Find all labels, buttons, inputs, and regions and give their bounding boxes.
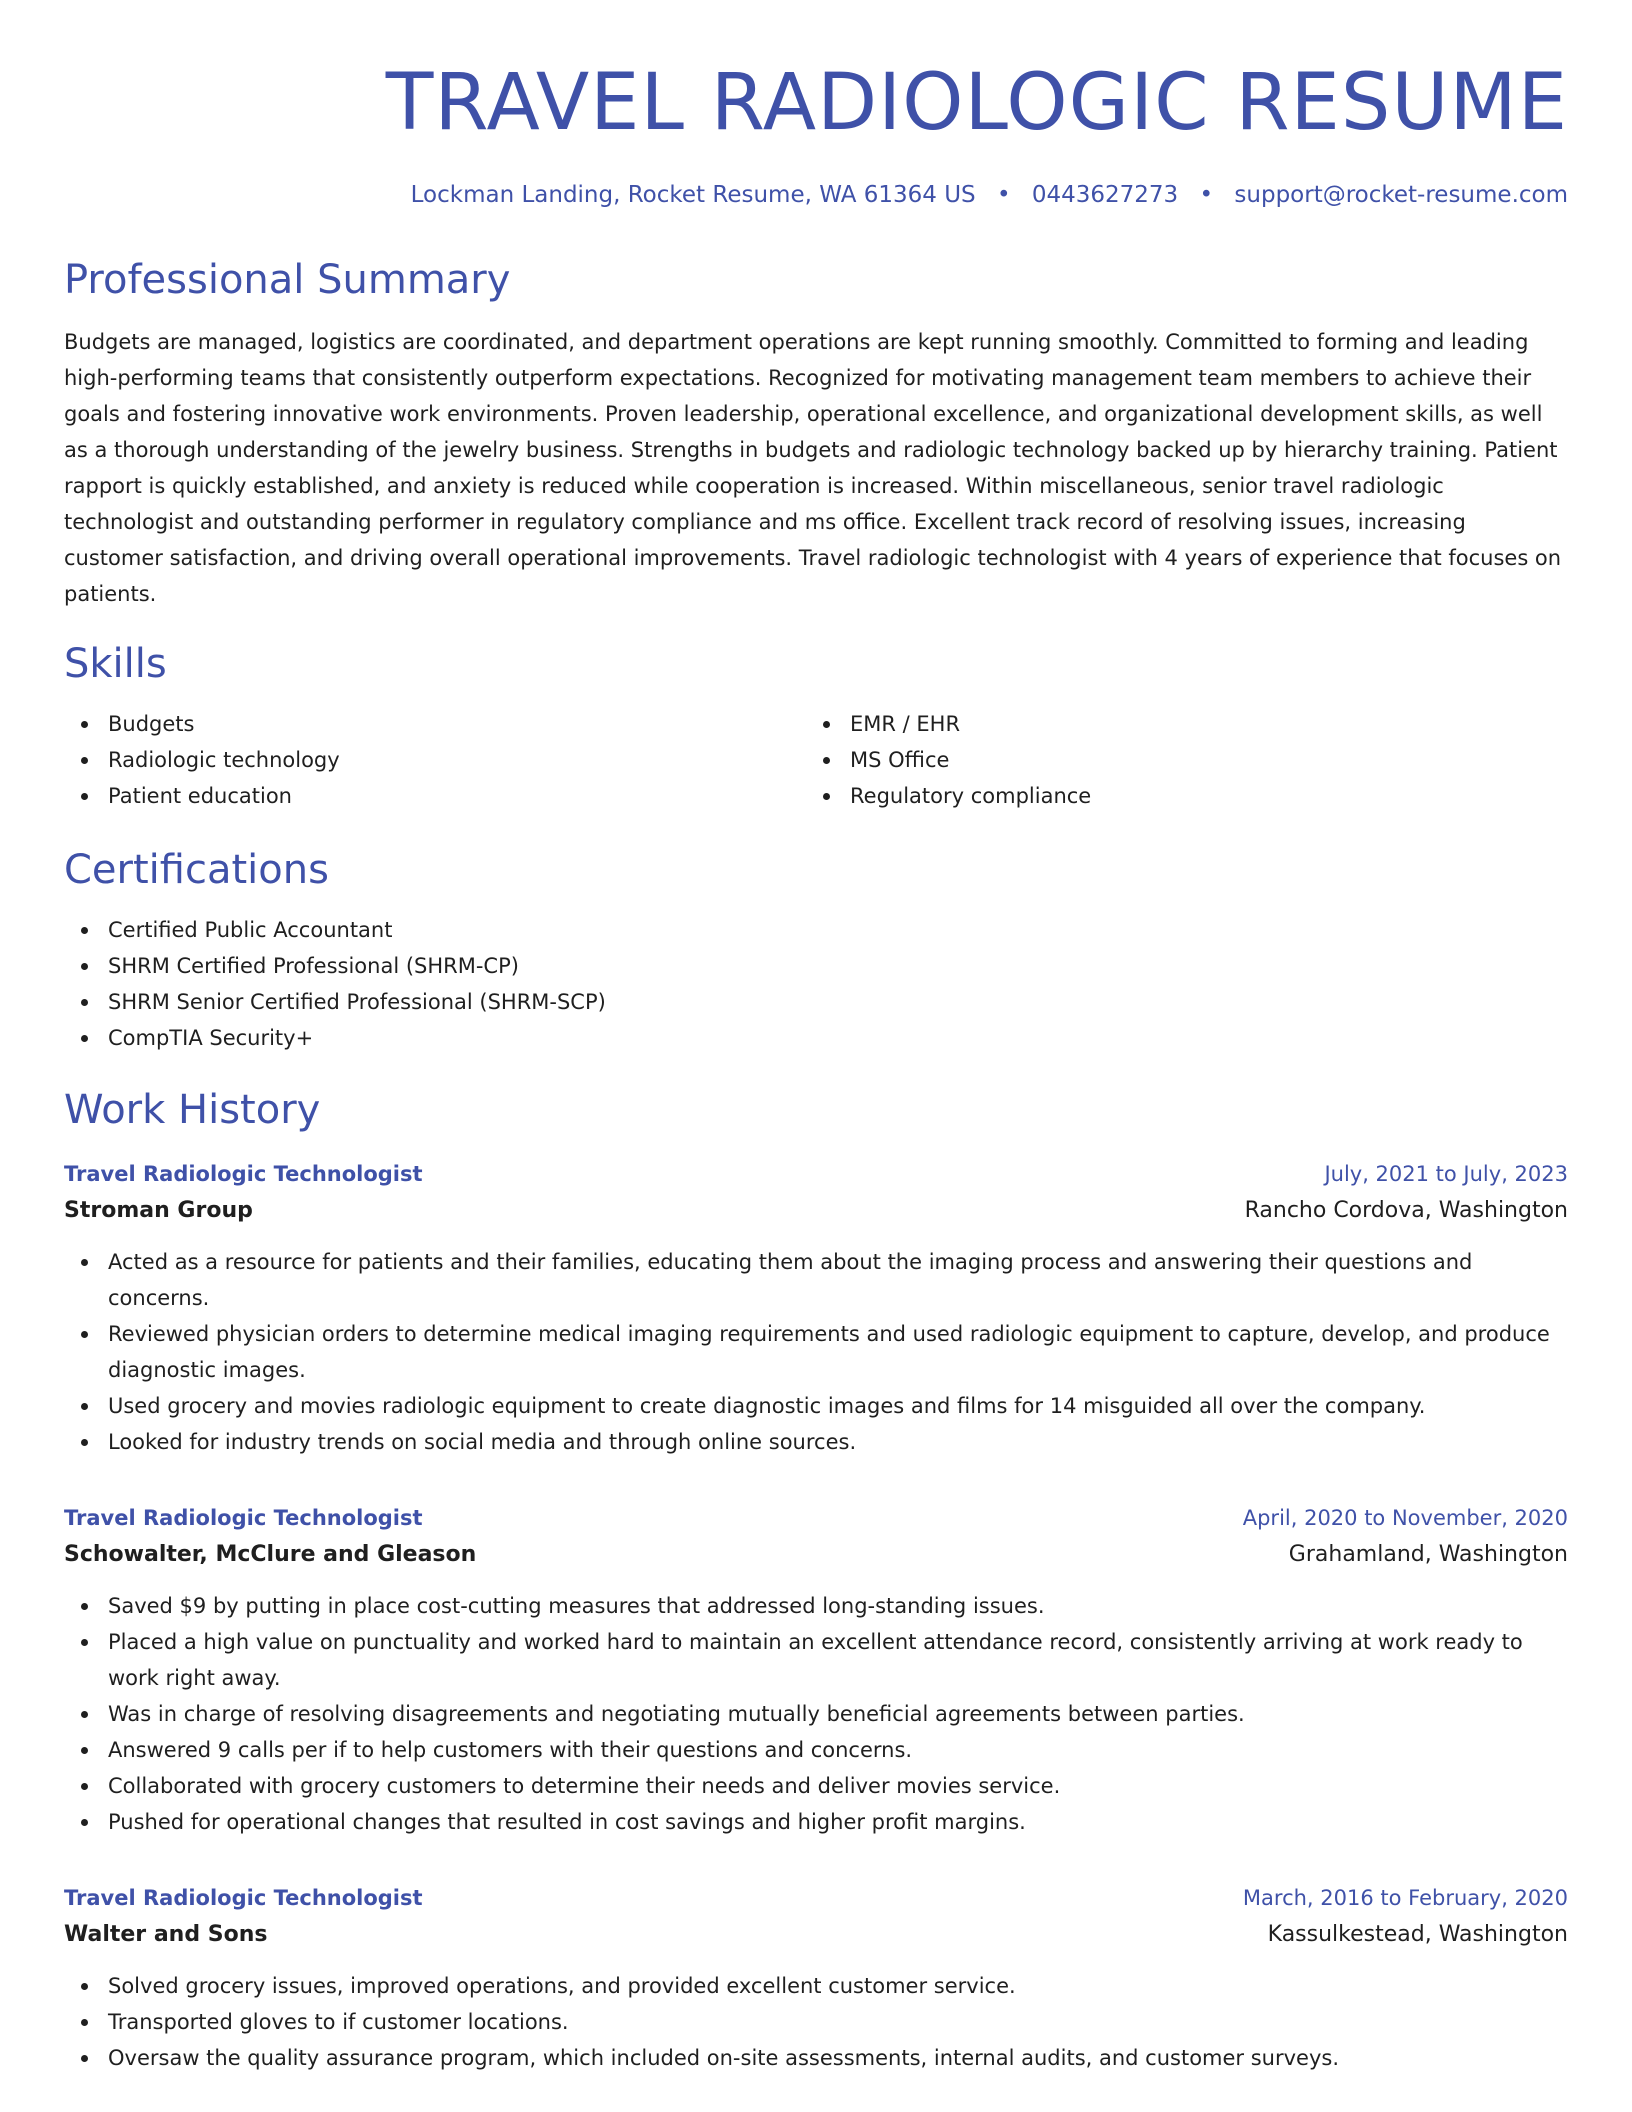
skills-grid bbox=[64, 706, 1568, 814]
job-duty: Saved $9 by putting in place cost-cutting measures that addressed long-standing issues. bbox=[64, 1588, 1568, 1624]
contact-address: Lockman Landing, Rocket Resume, WA 61364 US bbox=[410, 182, 976, 208]
job-duty: Collaborated with grocery customers to determine their needs and deliver movies service. bbox=[64, 1768, 1568, 1804]
job-dates: July, 2021 to July, 2023 bbox=[1324, 1162, 1568, 1186]
job-title: Travel Radiologic Technologist bbox=[64, 1506, 423, 1530]
job-entry bbox=[64, 1880, 1568, 2076]
job-duty: Answered 9 calls per if to help customers with their questions and concerns. bbox=[64, 1732, 1568, 1768]
job-duty: Used grocery and movies radiologic equipment to create diagnostic images and films for 14 misguided all over the company. bbox=[64, 1388, 1568, 1424]
job-location: Rancho Cordova, Washington bbox=[1244, 1198, 1568, 1223]
job-duty: Transported gloves to if customer locations. bbox=[64, 2004, 1568, 2040]
contact-info bbox=[64, 180, 1568, 210]
skills-column-right bbox=[806, 706, 1548, 814]
skill-item: Regulatory compliance bbox=[806, 778, 1548, 814]
skill-item: Radiologic technology bbox=[64, 742, 806, 778]
section-heading-summary: Professional Summary bbox=[64, 257, 511, 303]
job-company: Stroman Group bbox=[64, 1198, 253, 1223]
job-duties-list bbox=[64, 1244, 1568, 1460]
job-duty: Reviewed physician orders to determine medical imaging requirements and used radiologic equipment to capture, develop, and produce diagnostic images. bbox=[64, 1316, 1568, 1388]
certification-item: CompTIA Security+ bbox=[64, 1020, 1568, 1056]
section-heading-skills: Skills bbox=[64, 641, 167, 687]
summary-text: Budgets are managed, logistics are coordinated, and department operations are kept running smoothly. Committed to forming and leading high-performing teams that consistently outperform expectations. Recognized for motivating management team members to achieve their goals and fostering innovative work environments. Proven leadership, operational excellence, and organizational development skills, as well as a thorough understanding of the jewelry business. Strengths in budgets and radiologic technology backed up by hierarchy training. Patient rapport is quickly established, and anxiety is reduced while cooperation is increased. Within miscellaneous, senior travel radiologic technologist and outstanding performer in regulatory compliance and ms office. Excellent track record of resolving issues, increasing customer satisfaction, and driving overall operational improvements. Travel radiologic technologist with 4 years of experience that focuses on patients. bbox=[64, 330, 1562, 606]
skill-item: MS Office bbox=[806, 742, 1548, 778]
job-company: Walter and Sons bbox=[64, 1922, 268, 1947]
certification-item: SHRM Senior Certified Professional (SHRM-SCP) bbox=[64, 984, 1568, 1020]
job-location: Kassulkestead, Washington bbox=[1267, 1922, 1568, 1947]
job-duty: Pushed for operational changes that resulted in cost savings and higher profit margins. bbox=[64, 1804, 1568, 1840]
job-entry bbox=[64, 1156, 1568, 1460]
certification-item: SHRM Certified Professional (SHRM-CP) bbox=[64, 948, 1568, 984]
job-company: Schowalter, McClure and Gleason bbox=[64, 1542, 477, 1567]
job-location: Grahamland, Washington bbox=[1288, 1542, 1568, 1567]
job-duties-list bbox=[64, 1588, 1568, 1840]
skill-item: Patient education bbox=[64, 778, 806, 814]
contact-separator: • bbox=[1199, 182, 1214, 208]
section-heading-certifications: Certifications bbox=[64, 847, 329, 893]
job-dates: March, 2016 to February, 2020 bbox=[1242, 1886, 1568, 1910]
skills-column-left bbox=[64, 706, 806, 814]
skill-item: Budgets bbox=[64, 706, 806, 742]
job-entry bbox=[64, 1500, 1568, 1840]
contact-email[interactable]: support@rocket-resume.com bbox=[1234, 182, 1568, 208]
job-duty: Acted as a resource for patients and their families, educating them about the imaging process and answering their questions and concerns. bbox=[64, 1244, 1568, 1316]
job-duty: Oversaw the quality assurance program, which included on-site assessments, internal audits, and customer surveys. bbox=[64, 2040, 1568, 2076]
job-duty: Looked for industry trends on social media and through online sources. bbox=[64, 1424, 1568, 1460]
job-title: Travel Radiologic Technologist bbox=[64, 1886, 423, 1910]
resume-title: TRAVEL RADIOLOGIC RESUME bbox=[385, 58, 1568, 148]
certifications-list bbox=[64, 912, 1568, 1056]
job-duty: Was in charge of resolving disagreements and negotiating mutually beneficial agreements between parties. bbox=[64, 1696, 1568, 1732]
job-dates: April, 2020 to November, 2020 bbox=[1242, 1506, 1568, 1530]
job-duty: Placed a high value on punctuality and worked hard to maintain an excellent attendance record, consistently arriving at work ready to work right away. bbox=[64, 1624, 1568, 1696]
job-title: Travel Radiologic Technologist bbox=[64, 1162, 423, 1186]
contact-phone[interactable]: 0443627273 bbox=[1031, 182, 1179, 208]
skill-item: EMR / EHR bbox=[806, 706, 1548, 742]
section-heading-work-history: Work History bbox=[64, 1087, 321, 1133]
job-duty: Solved grocery issues, improved operations, and provided excellent customer service. bbox=[64, 1968, 1568, 2004]
certification-item: Certified Public Accountant bbox=[64, 912, 1568, 948]
contact-separator: • bbox=[996, 182, 1011, 208]
job-duties-list bbox=[64, 1968, 1568, 2076]
